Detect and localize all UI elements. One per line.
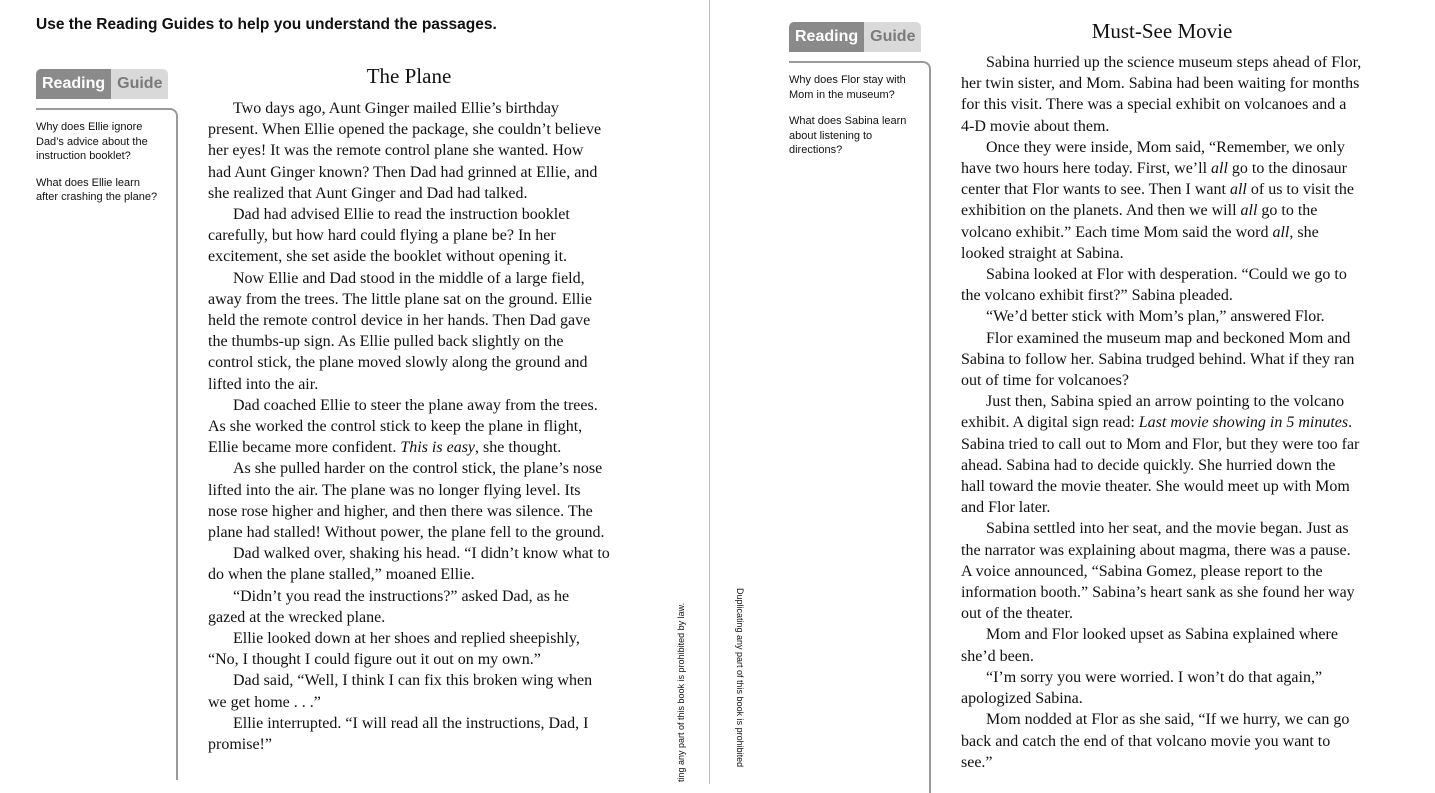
- story-paragraph: Mom and Flor looked upset as Sabina explained where she’d been.: [961, 626, 1338, 665]
- reading-guide-box: [789, 61, 931, 793]
- story-title: Must-See Movie: [1091, 19, 1233, 43]
- reading-guide-tab-word2: Guide: [111, 69, 168, 99]
- left-reading-guide: [36, 69, 178, 780]
- story-paragraph: Sabina settled into her seat, and the movie began. Just as the narrator was explaining about magma, there was a pause. A voice announced, “Sabina Gomez, please report to the information booth.” Sabina’s heart sank as she found her way out of the theater.: [961, 520, 1355, 623]
- right-reading-guide: [789, 22, 931, 793]
- story-title: The Plane: [366, 64, 452, 88]
- guide-question: What does Ellie learn after crashing the plane?: [36, 176, 158, 203]
- story-paragraph: Once they were inside, Mom said, “Remember, we only have two hours here today. First, we’ll all go to the dinosaur center that Flor wants to see. Then I want all of us to visit the exhibition on the planets. And then we will all go to the volcano exhibit.” Each time Mom said the word all, she looked straight at Sabina.: [961, 138, 1354, 262]
- reading-guide-tab: [789, 22, 931, 52]
- copyright-notice: Duplicating any part of this book is prohibited: [735, 588, 745, 768]
- right-story-text: [961, 52, 1363, 773]
- reading-guide-box: [36, 108, 178, 780]
- story-paragraph: Flor examined the museum map and beckoned Mom and Sabina to follow her. Sabina trudged behind. What if they ran out of time for volcanoes?: [961, 329, 1355, 390]
- copyright-notice: ting any part of this book is prohibited by law.: [676, 602, 686, 782]
- story-paragraph: “Didn’t you read the instructions?” asked Dad, as he gazed at the wrecked plane.: [208, 587, 570, 626]
- story-paragraph: Now Ellie and Dad stood in the middle of a large field, away from the trees. The little plane sat on the ground. Ellie held the remote control device in her hands. Then Dad gave the thumbs-up sign. As Ellie pulled back slightly on the control stick, the plane moved slowly along the ground and lifted into the air.: [208, 269, 593, 393]
- story-paragraph: Sabina hurried up the science museum steps ahead of Flor, her twin sister, and Mom. Sabina had been waiting for months for this visit. There was a special exhibit on volcanoes and a 4-D movie about them.: [961, 54, 1362, 135]
- reading-guide-tab: [36, 69, 178, 99]
- story-paragraph: Dad coached Ellie to steer the plane away from the trees. As she worked the control stick to keep the plane in flight, Ellie became more confident. This is easy, she thought.: [208, 396, 598, 457]
- story-paragraph: Two days ago, Aunt Ginger mailed Ellie’s birthday present. When Ellie opened the package, she couldn’t believe her eyes! It was the remote control plane she wanted. How had Aunt Ginger known? Then Dad had grinned at Ellie, and she realized that Aunt Ginger and Dad had talked.: [208, 100, 602, 202]
- story-paragraph: “We’d better stick with Mom’s plan,” answered Flor.: [986, 308, 1325, 326]
- story-paragraph: Dad said, “Well, I think I can fix this broken wing when we get home . . .”: [208, 672, 593, 711]
- story-paragraph: Dad walked over, shaking his head. “I didn’t know what to do when the plane stalled,” moaned Ellie.: [208, 545, 610, 584]
- story-paragraph: As she pulled harder on the control stick, the plane’s nose lifted into the air. The plane was no longer flying level. Its nose rose higher and higher, and then there was silence. The plane had stalled! Without power, the plane fell to the ground.: [208, 460, 605, 542]
- reading-guide-tab-word2: Guide: [864, 22, 921, 52]
- story-paragraph: Mom nodded at Flor as she said, “If we hurry, we can go back and catch the end of that volcano movie you want to see.”: [961, 711, 1350, 771]
- reading-guide-tab-word1: Reading: [789, 22, 864, 52]
- story-paragraph: Ellie looked down at her shoes and replied sheepishly, “No, I thought I could figure out it out on my own.”: [208, 630, 580, 669]
- story-paragraph: Ellie interrupted. “I will read all the instructions, Dad, I promise!”: [208, 714, 589, 754]
- guide-question: Why does Flor stay with Mom in the museum?: [789, 74, 906, 101]
- story-paragraph: Dad had advised Ellie to read the instruction booklet carefully, but how hard could flying a plane be? In her excitement, she set aside the booklet without opening it.: [208, 206, 570, 266]
- left-story-text: [208, 98, 610, 755]
- page-instruction: Use the Reading Guides to help you understand the passages.: [36, 16, 497, 33]
- story-paragraph: Sabina looked at Flor with desperation. “Could we go to the volcano exhibit first?” Sabina pleaded.: [961, 266, 1347, 305]
- story-paragraph: Just then, Sabina spied an arrow pointing to the volcano exhibit. A digital sign read: Last movie showing in 5 minutes. Sabina tried to call out to Mom and Flor, but they were too far ahead. Sabina had to decide quickly. She hurried down the hall toward the movie theater. She would meet up with Mom and Flor later.: [961, 393, 1360, 517]
- guide-question: What does Sabina learn about listening to directions?: [789, 115, 907, 156]
- page-gutter-divider: [709, 0, 710, 784]
- story-paragraph: “I’m sorry you were worried. I won’t do that again,” apologized Sabina.: [961, 668, 1323, 708]
- guide-question: Why does Ellie ignore Dad’s advice about the instruction booklet?: [36, 121, 148, 162]
- reading-guide-tab-word1: Reading: [36, 69, 111, 99]
